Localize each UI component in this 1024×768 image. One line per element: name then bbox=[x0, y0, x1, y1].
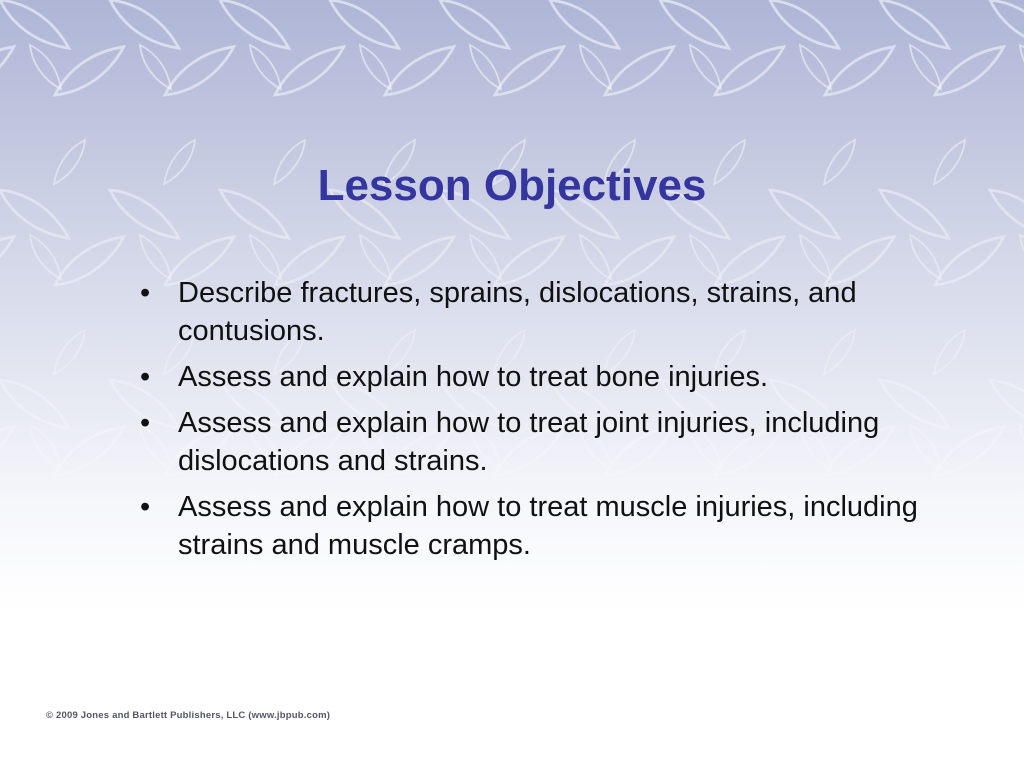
objective-text: Assess and explain how to treat joint injuries, including dislocations and strains. bbox=[178, 407, 880, 477]
copyright-footer: © 2009 Jones and Bartlett Publishers, LLC (www.jbpub.com) bbox=[46, 710, 331, 721]
objective-text: Assess and explain how to treat bone injuries. bbox=[178, 361, 769, 393]
bullet-icon: • bbox=[140, 491, 151, 523]
slide-title: Lesson Objectives bbox=[317, 161, 707, 210]
objective-item bbox=[140, 404, 930, 480]
objective-item bbox=[140, 488, 930, 564]
bullet-icon: • bbox=[140, 277, 151, 309]
objective-item bbox=[140, 274, 930, 350]
bullet-icon: • bbox=[140, 407, 151, 439]
bullet-icon: • bbox=[140, 361, 151, 393]
objective-text: Assess and explain how to treat muscle injuries, including strains and muscle cramps. bbox=[178, 491, 918, 561]
objective-item bbox=[140, 358, 930, 396]
objective-text: Describe fractures, sprains, dislocations, strains, and contusions. bbox=[178, 277, 857, 347]
objectives-list bbox=[140, 274, 930, 572]
